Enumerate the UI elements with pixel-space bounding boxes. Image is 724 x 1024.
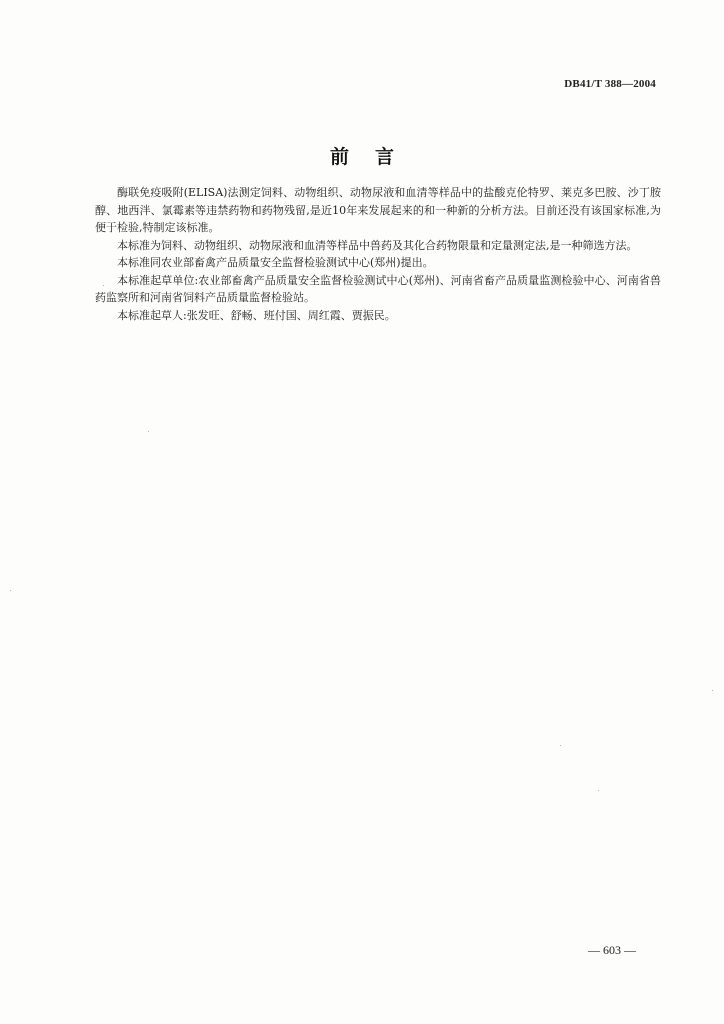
scan-speck — [560, 745, 561, 746]
paragraph: 本标准同农业部畜禽产品质量安全监督检验测试中心(郑州)提出。 — [117, 256, 434, 269]
scan-speck — [103, 285, 104, 286]
scan-speck — [712, 690, 713, 691]
document-code: DB41/T 388—2004 — [564, 78, 656, 90]
page-number: — 603 — — [588, 943, 636, 957]
paragraph: 本标准起草人:张发旺、舒畅、班付国、周红霞、贾振民。 — [117, 308, 396, 322]
paragraph: 本标准为饲料、动物组织、动物尿液和血清等样品中兽药及其化合药物限量和定量测定法,是一种筛选方法。 — [117, 238, 638, 252]
paragraph: 酶联免疫吸附(ELISA)法测定饲料、动物组织、动物尿液和血清等样品中的盐酸克伦特罗、莱克多巴胺、沙丁胺醇、地西泮、氯霉素等违禁药物和药物残留,是近10年来发展起来的和一种新的分析方法。目前还没有该国家标准,为便于检验,特制定该标准。 — [95, 186, 661, 234]
preface-body — [95, 184, 661, 324]
scan-speck — [10, 590, 11, 591]
scan-speck — [148, 431, 149, 432]
section-title: 前言 — [329, 146, 420, 168]
paragraph: 本标准起草单位:农业部畜禽产品质量安全监督检验测试中心(郑州)、河南省畜产品质量监测检验中心、河南省兽药监察所和河南省饲料产品质量监督检验站。 — [95, 273, 661, 304]
scan-speck — [598, 790, 599, 791]
